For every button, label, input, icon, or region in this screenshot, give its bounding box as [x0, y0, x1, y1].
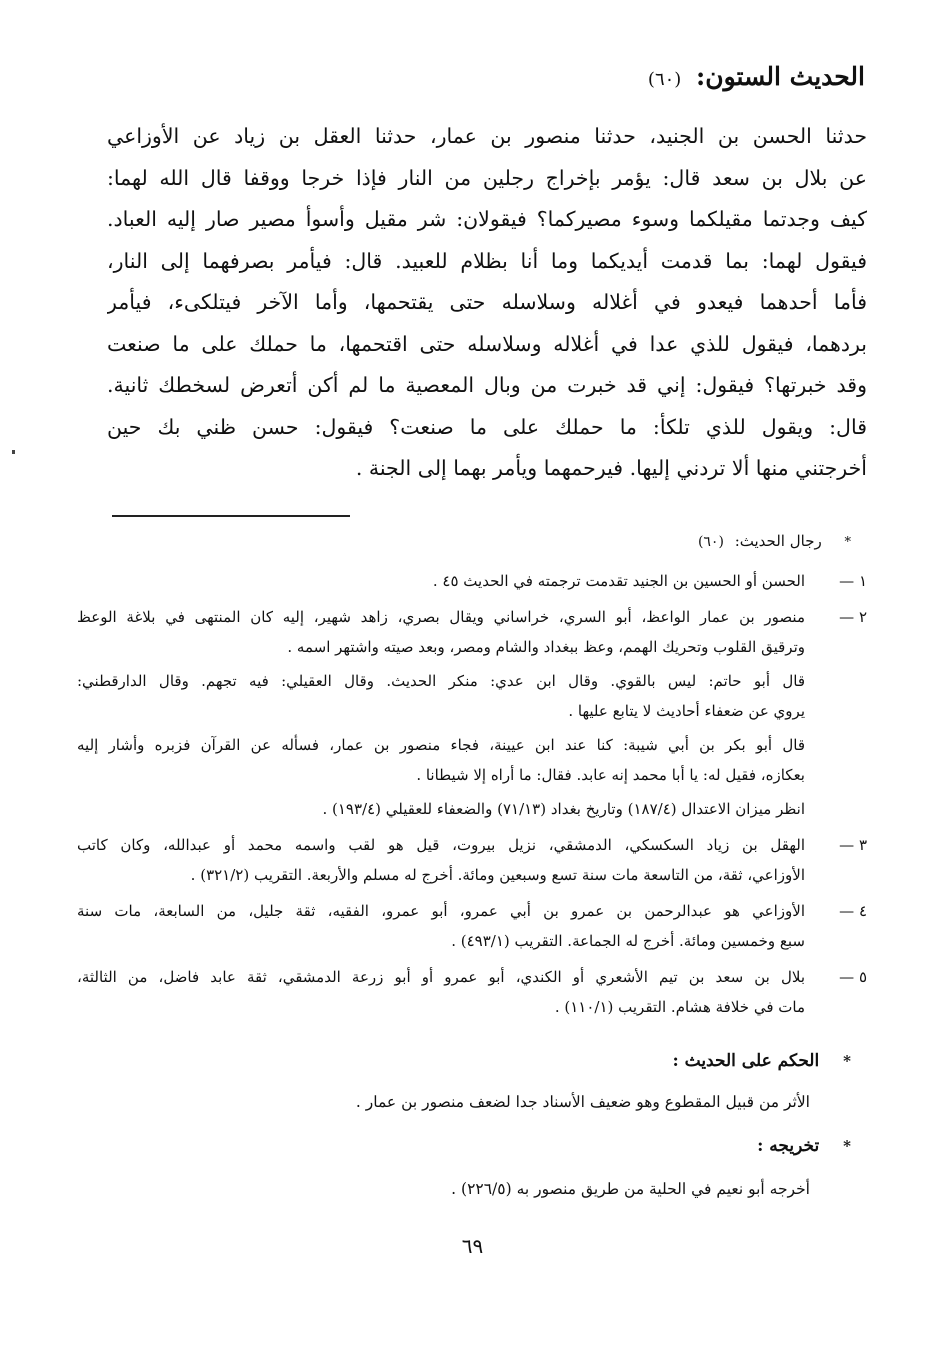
text-line: وقد خبرتها؟ فيقول: إني قد خبرت من وبال المعصية ما لم أكن أتعرض لسخطك ثانية.	[107, 373, 867, 397]
text-line: كيف وجدتما مقيلكما وسوء مصيركما؟ فيقولان: شر مقيل وأسوأ مصير صار إليه العباد.	[107, 207, 867, 231]
narrators-notes	[77, 566, 867, 1028]
takhrij-title	[757, 1136, 851, 1156]
note-line: انظر ميزان الاعتدال (١٨٧/٤) وتاريخ بغداد (٧١/١٣) والضعفاء للعقيلي (١٩٣/٤) .	[322, 800, 805, 818]
footnote-number: (٦٠)	[697, 534, 724, 550]
note-line: منصور بن عمار الواعظ، أبو السري، خراساني ويقال بصري، زاهد شهير، إليه كان المنتهى في بلاغة الوعظ	[77, 608, 805, 626]
narrator-note	[77, 830, 867, 890]
asterisk-icon: *	[843, 1137, 851, 1155]
takhrij-title-text: تخريجه :	[757, 1136, 820, 1156]
note-line: بعكازه، فقيل له: يا أبا محمد إنه عابد. فقال: ما أراه إلا شيطانا .	[416, 766, 805, 784]
takhrij-text: أخرجه أبو نعيم في الحلية من طريق منصور به (٢٢٦/٥) .	[451, 1180, 810, 1198]
note-line: الأوزاعي، ثقة، من التاسعة مات سنة تسع وسبعين ومائة. أخرج له مسلم والأربعة. التقريب (٣٢١/٢) .	[190, 866, 805, 884]
page-number: ٦٩	[461, 1234, 484, 1258]
note-marker: ٥ —	[839, 968, 867, 986]
hadith-heading	[648, 62, 865, 91]
note-line: مات في خلافة هشام. التقريب (١١٠/١) .	[554, 998, 805, 1016]
narrator-note	[77, 896, 867, 956]
note-marker: ٤ —	[839, 902, 867, 920]
text-line: بردهما، فيقول للذي عدا في أغلاله وسلاسله حتى اقتحمها، ما حملك على ما صنعت	[107, 331, 867, 356]
text-line: أخرجتني منها ألا تردني إليها. فيرحمهما ويأمر بهما إلى الجنة .	[355, 456, 867, 480]
text-line: عن بلال بن سعد قال: يؤمر بإخراج رجلين من النار فإذا خرجا ووقفا قال الله لهما:	[107, 165, 867, 190]
note-marker: ٣ —	[839, 836, 867, 854]
note-line: قال أبو بكر بن أبي شيبة: كنا عند ابن عيينة، فجاء منصور بن عمار، فسأله عن القرآن فزبره وأشار إليه	[77, 736, 805, 754]
asterisk-icon: *	[844, 535, 851, 550]
hadith-text	[107, 116, 867, 490]
note-line: الحسن أو الحسين بن الجنيد تقدمت ترجمته في الحديث ٤٥ .	[432, 572, 805, 590]
scan-speck	[12, 450, 15, 454]
note-marker: ٢ —	[839, 608, 867, 626]
ruling-title-text: الحكم على الحديث :	[672, 1051, 820, 1071]
text-line: فأما أحدهما فيعدو في أغلاله وسلاسله حتى يقتحمها، وأما الآخر فيتلكىء، فيأمر	[107, 290, 867, 314]
hadith-number: (٦٠)	[647, 69, 682, 90]
note-line: الأوزاعي هو عبدالرحمن بن عمرو بن أبي عمرو، أبو عمرو، الفقيه، ثقة جليل، من السابعة، مات سنة	[77, 902, 805, 920]
text-line: حدثنا الحسن بن الجنيد، حدثنا منصور بن عمار، حدثنا العقل بن زياد عن الأوزاعي	[107, 124, 867, 148]
text-line: قال: ويقول للذي تلكأ: ما حملك على ما صنعت؟ فيقول: حسن ظني بك حين	[107, 414, 867, 439]
footnote-divider	[112, 515, 350, 517]
hadith-title: الحديث الستون:	[696, 62, 865, 91]
footnote-header	[698, 532, 851, 550]
note-marker: ١ —	[839, 572, 867, 590]
text-line: فيقول لهما: بما قدمت أيديكما وما أنا بظلام للعبيد. قال: فيأمر بصرفهما إلى النار،	[107, 248, 867, 273]
note-line: سبع وخمسين ومائة. أخرج له الجماعة. التقريب (٤٩٣/١) .	[451, 932, 805, 950]
narrator-note	[77, 962, 867, 1022]
note-line: الهقل بن زياد السكسكي، الدمشقي، نزيل بيروت، قيل هو لقب واسمه محمد أو عبدالله، وكان كاتب	[77, 836, 805, 854]
footnote-title: رجال الحديث:	[734, 532, 822, 550]
note-line: قال أبو حاتم: ليس بالقوي. وقال ابن عدي: منكر الحديث. وقال العقيلي: فيه تجهم. وقال الدارقطني:	[77, 672, 805, 690]
note-line: وترقيق القلوب وتحريك الهمم، وعظ ببغداد والشام ومصر، وبعد صيته واشتهر اسمه .	[287, 638, 805, 656]
narrator-note	[77, 566, 867, 596]
ruling-text: الأثر من قبيل المقطوع وهو ضعيف الأسناد جدا لضعف منصور بن عمار .	[355, 1093, 810, 1111]
note-line: يروي عن ضعفاء أحاديث لا يتابع عليها .	[568, 702, 805, 720]
ruling-title	[672, 1051, 851, 1071]
note-line: بلال بن سعد بن تيم الأشعري أو الكندي، أبو عمرو أو أبو زرعة الدمشقي، ثقة عابد فاضل، من الثالثة،	[77, 968, 805, 986]
narrator-note	[77, 602, 867, 824]
asterisk-icon: *	[843, 1052, 851, 1070]
